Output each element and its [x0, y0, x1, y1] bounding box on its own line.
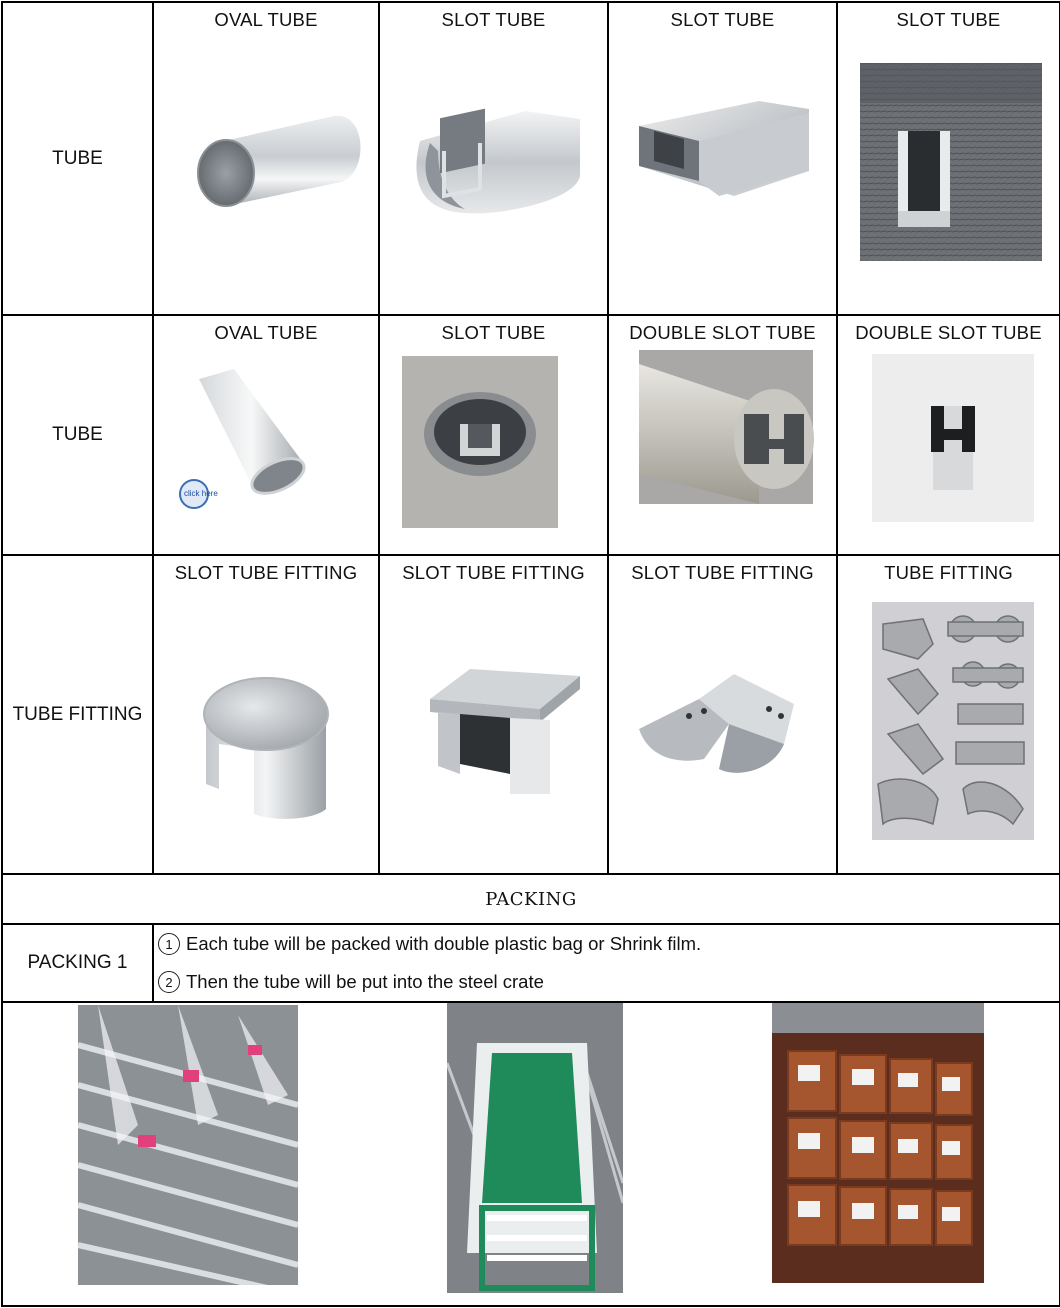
slot-tube-photo: [380, 31, 606, 301]
product-cell: [837, 555, 1060, 874]
product-cell: [153, 555, 379, 874]
packing-title: PACKING: [2, 874, 1060, 924]
product-caption: SLOT TUBE: [441, 9, 546, 30]
product-cell: [153, 2, 379, 315]
row-label: TUBE FITTING: [2, 555, 153, 874]
product-caption: OVAL TUBE: [214, 322, 318, 343]
corner-fitting-photo: [609, 584, 837, 864]
packing-steps: [153, 924, 1060, 1002]
step-text: Then the tube will be put into the steel crate: [186, 971, 544, 992]
oval-tube-photo: [154, 344, 378, 544]
product-cell: [837, 315, 1060, 555]
assorted-fittings-photo: [838, 584, 1060, 864]
product-cell: [608, 2, 837, 315]
step-number: 2: [158, 971, 180, 993]
packing-step: [154, 963, 1059, 1001]
product-caption: OVAL TUBE: [214, 9, 318, 30]
table-row: [2, 555, 1060, 874]
product-cell: [837, 2, 1060, 315]
row-label: TUBE: [2, 2, 153, 315]
product-cell: [379, 2, 608, 315]
packing-photos: [2, 1002, 1060, 1306]
container-loading-photo: [772, 1003, 984, 1283]
double-slot-tube-standing-photo: [838, 344, 1060, 544]
step-number: 1: [158, 933, 180, 955]
step-text: Each tube will be packed with double plastic bag or Shrink film.: [186, 933, 702, 954]
packing-label: PACKING 1: [2, 924, 153, 1002]
double-slot-tube-photo: [609, 344, 837, 544]
round-end-cap-photo: [154, 584, 378, 864]
click-here-badge[interactable]: click here: [184, 489, 218, 498]
product-cell: [608, 555, 837, 874]
table-row: [2, 874, 1060, 924]
oval-tube-photo: [154, 31, 378, 301]
table-row: [2, 1002, 1060, 1306]
product-caption: DOUBLE SLOT TUBE: [629, 322, 816, 343]
product-caption: DOUBLE SLOT TUBE: [855, 322, 1042, 343]
packing-step: [154, 925, 1059, 963]
square-end-cap-photo: [380, 584, 608, 864]
slot-tube-end-photo: [380, 344, 608, 544]
table-row: [2, 924, 1060, 1002]
product-caption: SLOT TUBE FITTING: [174, 562, 358, 583]
product-cell: [153, 315, 379, 555]
product-caption: TUBE FITTING: [884, 562, 1013, 583]
product-caption: SLOT TUBE FITTING: [402, 562, 585, 583]
product-caption: SLOT TUBE: [670, 9, 775, 30]
product-cell: [379, 315, 608, 555]
slot-tube-standing-photo: [838, 31, 1060, 301]
product-cell: [608, 315, 837, 555]
product-cell: [379, 555, 608, 874]
product-caption: SLOT TUBE FITTING: [631, 562, 814, 583]
square-slot-tube-photo: [609, 31, 837, 301]
product-table: [1, 1, 1060, 1307]
table-row: [2, 2, 1060, 315]
row-label: TUBE: [2, 315, 153, 555]
product-caption: SLOT TUBE: [441, 322, 546, 343]
bagged-tubes-photo: [78, 1005, 298, 1285]
steel-crate-photo: [447, 1003, 623, 1293]
product-caption: SLOT TUBE: [896, 9, 1001, 30]
table-row: [2, 315, 1060, 555]
